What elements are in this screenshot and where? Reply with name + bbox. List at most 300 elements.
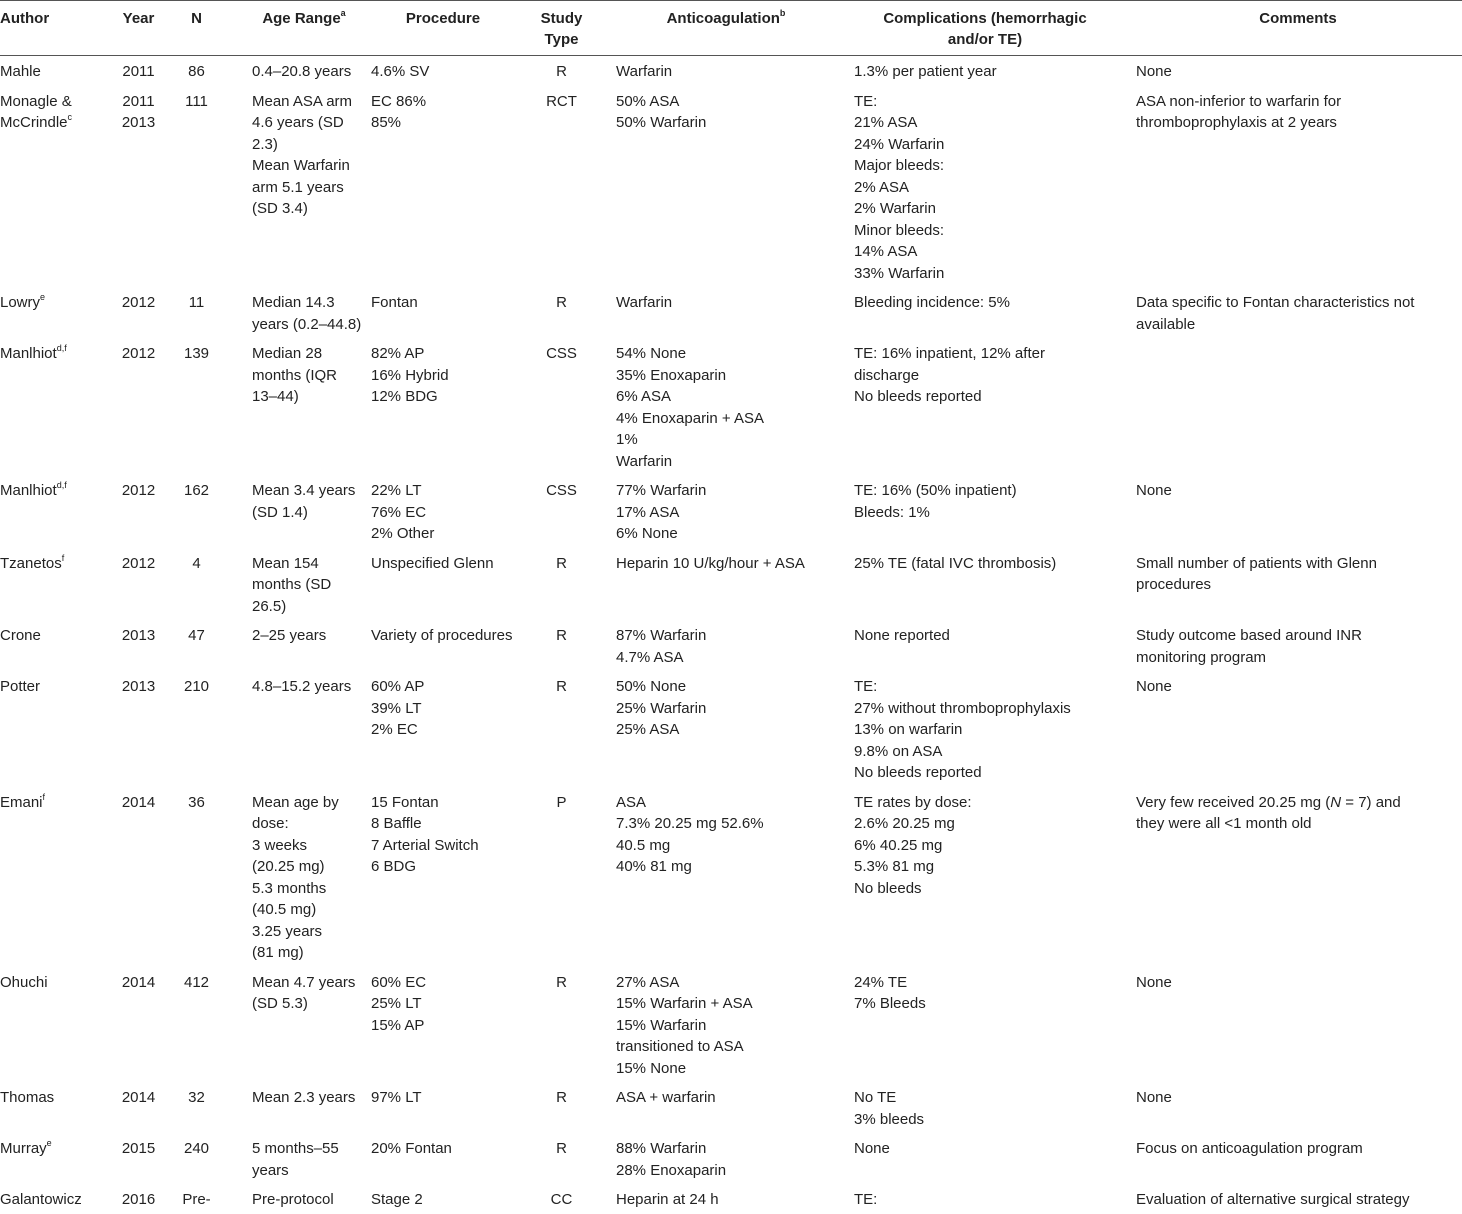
cell-author (0, 967, 121, 1083)
cell-line: 2016 (121, 1191, 156, 1208)
cell-line: Median 14.3 (252, 294, 335, 311)
cell-line: 2014 (121, 793, 156, 811)
table-row (0, 548, 1462, 621)
cell-line: Very few received 20.25 mg (N = 7) and (1136, 793, 1401, 811)
cell-n (156, 787, 237, 967)
cell-line: 2013 (121, 678, 156, 695)
cell-line: Variety of procedures (371, 627, 513, 644)
cell-comments (1126, 56, 1462, 86)
cell-line: 162 (183, 482, 210, 499)
header-label: Procedure (405, 10, 481, 27)
cell-line: TE: (854, 678, 878, 695)
cell-line: Focus on anticoagulation program (1136, 1140, 1363, 1157)
cell-anticoag (608, 967, 844, 1083)
table-row (0, 475, 1462, 548)
author-name: Lowry$^e$ (0, 292, 46, 311)
cell-line: None (1136, 63, 1172, 80)
cell-line: months (SD (252, 576, 332, 593)
cell-author (0, 620, 121, 671)
cell-line: 2% EC (371, 721, 418, 738)
cell-line: 111 (185, 92, 208, 110)
cell-line: 2% ASA (854, 178, 910, 196)
cell-line: (81 mg) (252, 944, 304, 961)
cell-complications (844, 86, 1126, 288)
cell-line: ASA + warfarin (616, 1089, 716, 1106)
column-header-year (121, 1, 156, 56)
author-name: Monagle & (0, 92, 72, 110)
cell-line: R (556, 1140, 567, 1157)
cell-line: 15% Warfarin + ASA (616, 995, 753, 1012)
cell-anticoag (608, 1082, 844, 1133)
cell-age (237, 56, 371, 86)
cell-line: 40% 81 mg (616, 858, 692, 875)
cell-anticoag (608, 287, 844, 338)
cell-line: 39% LT (371, 699, 422, 717)
cell-line: Mean age by (252, 793, 339, 811)
cell-type (515, 338, 608, 475)
cell-line: 4.6 years (SD (252, 114, 344, 131)
cell-n (156, 1184, 237, 1214)
author-name: Potter (0, 678, 41, 695)
cell-line: 4 (192, 554, 201, 572)
cell-line: 22% LT (371, 482, 422, 499)
cell-procedure (371, 475, 515, 548)
cell-line: 2013 (121, 627, 156, 644)
cell-line: 2012 (121, 294, 156, 311)
cell-line: 6% 40.25 mg (854, 836, 943, 854)
cell-line: CSS (546, 482, 577, 499)
table-row (0, 967, 1462, 1083)
cell-line: (SD 5.3) (252, 995, 308, 1012)
footnote-marker: d,f (56, 480, 67, 490)
cell-line: Mean 4.7 years (252, 973, 356, 991)
author-name: Galantowicz (0, 1191, 82, 1208)
cell-age (237, 475, 371, 548)
cell-line: R (556, 294, 567, 311)
cell-line: 24% TE (854, 973, 908, 991)
header-label: N (191, 10, 202, 27)
cell-type (515, 1082, 608, 1133)
cell-line: R (556, 678, 567, 695)
cell-age (237, 620, 371, 671)
cell-line: None reported (854, 627, 950, 644)
cell-line: None (1136, 482, 1172, 499)
cell-anticoag (608, 1184, 844, 1214)
cell-line: Study outcome based around INR (1136, 627, 1362, 644)
cell-line: 60% EC (371, 973, 427, 991)
cell-age (237, 671, 371, 787)
table-body (0, 56, 1462, 1214)
cell-line: 13–44) (252, 388, 299, 405)
footnote-marker: c (67, 112, 73, 122)
footnote-marker: e (40, 292, 46, 302)
cell-procedure (371, 338, 515, 475)
cell-line: Warfarin (616, 294, 673, 311)
cell-line: (SD 1.4) (252, 503, 308, 521)
cell-line: No bleeds reported (854, 388, 982, 405)
cell-procedure (371, 967, 515, 1083)
cell-anticoag (608, 548, 844, 621)
cell-line: Unspecified Glenn (371, 554, 494, 572)
cell-line: 77% Warfarin (616, 482, 707, 499)
cell-year (121, 1082, 156, 1133)
cell-year (121, 56, 156, 86)
cell-line: 1.3% per patient year (854, 63, 997, 80)
column-header-anticoag (608, 1, 844, 56)
cell-line: 33% Warfarin (854, 264, 945, 282)
column-header-author (0, 1, 121, 56)
cell-procedure (371, 548, 515, 621)
cell-line: Warfarin (616, 452, 673, 470)
cell-age (237, 338, 371, 475)
cell-anticoag (608, 1133, 844, 1184)
cell-line: 3 weeks (252, 836, 308, 854)
cell-line: years (0.2–44.8) (252, 315, 362, 333)
cell-line: 47 (188, 627, 205, 644)
cell-line: Median 28 (252, 345, 323, 362)
cell-line: ASA non-inferior to warfarin for (1136, 92, 1342, 110)
cell-line: 3.25 years (252, 922, 323, 940)
cell-line: 2.3) (252, 135, 278, 153)
cell-line: TE rates by dose: (854, 793, 972, 811)
cell-line: 50% Warfarin (616, 114, 707, 131)
header-row (0, 1, 1462, 56)
cell-line: None (1136, 678, 1172, 695)
cell-procedure (371, 787, 515, 967)
cell-complications (844, 967, 1126, 1083)
cell-type (515, 1184, 608, 1214)
cell-line: 21% ASA (854, 114, 918, 131)
cell-anticoag (608, 475, 844, 548)
cell-line: Evaluation of alternative surgical strategy (1136, 1191, 1410, 1208)
cell-comments (1126, 1184, 1462, 1214)
cell-line: Fontan (371, 294, 418, 311)
cell-line: Mean ASA arm (252, 92, 353, 110)
cell-line: 2014 (121, 1089, 156, 1106)
cell-line: 139 (183, 345, 210, 362)
cell-anticoag (608, 86, 844, 288)
cell-line: TE: 16% (50% inpatient) (854, 482, 1017, 499)
cell-line: 7.3% 20.25 mg 52.6% (616, 815, 764, 832)
cell-line: 25% ASA (616, 721, 680, 738)
cell-complications (844, 671, 1126, 787)
cell-age (237, 1184, 371, 1214)
table-row (0, 287, 1462, 338)
cell-n (156, 967, 237, 1083)
cell-age (237, 548, 371, 621)
cell-line: transitioned to ASA (616, 1038, 744, 1055)
cell-line: Mean 3.4 years (252, 482, 356, 499)
cell-comments (1126, 1082, 1462, 1133)
author-name: Crone (0, 627, 41, 644)
cell-type (515, 1133, 608, 1184)
cell-n (156, 86, 237, 288)
cell-year (121, 967, 156, 1083)
table-row (0, 620, 1462, 671)
cell-line: 88% Warfarin (616, 1140, 707, 1157)
cell-year (121, 671, 156, 787)
cell-line: 2014 (121, 973, 156, 991)
header-label: Complications (hemorrhagic (883, 10, 1087, 27)
header-label: Author (0, 10, 50, 27)
cell-year (121, 475, 156, 548)
cell-line: 6 BDG (371, 858, 417, 875)
cell-complications (844, 287, 1126, 338)
cell-year (121, 86, 156, 288)
cell-line: R (556, 554, 567, 572)
cell-procedure (371, 620, 515, 671)
cell-line: 15% None (616, 1059, 687, 1077)
cell-line: 2012 (121, 554, 156, 572)
cell-line: RCT (546, 92, 577, 110)
cell-line: 2012 (121, 482, 156, 499)
cell-line: 50% None (616, 678, 687, 695)
table-header (0, 1, 1462, 56)
cell-complications (844, 1184, 1126, 1214)
cell-line: 2.6% 20.25 mg (854, 815, 955, 832)
cell-line: CC (550, 1191, 573, 1208)
cell-n (156, 287, 237, 338)
cell-line: None (1136, 973, 1172, 991)
cell-line: 5 months–55 (252, 1140, 339, 1157)
cell-line: ASA (616, 793, 647, 811)
table-row (0, 1082, 1462, 1133)
cell-line: 16% Hybrid (371, 366, 449, 384)
cell-anticoag (608, 787, 844, 967)
cell-line: TE: (854, 1191, 878, 1208)
cell-author (0, 86, 121, 288)
cell-n (156, 620, 237, 671)
cell-line: 8 Baffle (371, 815, 422, 832)
cell-line: Small number of patients with Glenn (1136, 554, 1377, 572)
cell-procedure (371, 56, 515, 86)
cell-line: 7% Bleeds (854, 995, 926, 1012)
cell-comments (1126, 548, 1462, 621)
header-label: Anticoagulation$^b$ (666, 8, 786, 27)
cell-n (156, 1082, 237, 1133)
cell-type (515, 548, 608, 621)
cell-procedure (371, 671, 515, 787)
cell-age (237, 86, 371, 288)
cell-line: 2015 (121, 1140, 156, 1157)
cell-line: R (556, 627, 567, 644)
cell-line: arm 5.1 years (252, 178, 344, 196)
cell-line: 5.3% 81 mg (854, 858, 935, 875)
author-name: Ohuchi (0, 973, 48, 991)
cell-complications (844, 475, 1126, 548)
cell-line: 15% Warfarin (616, 1016, 707, 1034)
cell-line: 28% Enoxaparin (616, 1161, 727, 1179)
cell-line: TE: (854, 92, 878, 110)
cell-comments (1126, 338, 1462, 475)
cell-line: 25% LT (371, 995, 422, 1012)
author-name: McCrindle$^c$ (0, 112, 73, 131)
footnote-marker: e (46, 1138, 52, 1148)
cell-type (515, 475, 608, 548)
cell-line: 4% Enoxaparin + ASA (616, 409, 765, 427)
cell-line: 2–25 years (252, 627, 327, 644)
cell-type (515, 56, 608, 86)
cell-type (515, 287, 608, 338)
cell-line: 40.5 mg (616, 836, 671, 854)
cell-line: Heparin at 24 h (616, 1191, 719, 1208)
cell-year (121, 1133, 156, 1184)
header-label: Comments (1259, 10, 1337, 27)
cell-n (156, 475, 237, 548)
cell-line: 6% None (616, 525, 678, 542)
cell-author (0, 1082, 121, 1133)
cell-complications (844, 620, 1126, 671)
cell-line: 60% AP (371, 678, 425, 695)
cell-line: EC 86% (371, 92, 427, 110)
cell-line: 82% AP (371, 345, 425, 362)
cell-line: 87% Warfarin (616, 627, 707, 644)
cell-anticoag (608, 671, 844, 787)
cell-comments (1126, 1133, 1462, 1184)
cell-line: dose: (252, 815, 289, 832)
author-name: Emani$^f$ (0, 791, 46, 811)
cell-line: monitoring program (1136, 648, 1267, 666)
cell-line: 240 (183, 1140, 210, 1157)
author-name: Mahle (0, 63, 41, 80)
cell-n (156, 1133, 237, 1184)
column-header-n (156, 1, 237, 56)
cell-age (237, 1082, 371, 1133)
cell-age (237, 1133, 371, 1184)
cell-line: 2% Warfarin (854, 200, 936, 217)
cell-line: 0.4–20.8 years (252, 63, 352, 80)
table-row (0, 86, 1462, 288)
cell-year (121, 620, 156, 671)
cell-line: CSS (546, 345, 577, 362)
cell-type (515, 671, 608, 787)
cell-complications (844, 1133, 1126, 1184)
cell-author (0, 787, 121, 967)
column-header-procedure (371, 1, 515, 56)
cell-line: 2011 (122, 92, 155, 110)
cell-comments (1126, 86, 1462, 288)
cell-line: 17% ASA (616, 503, 680, 521)
header-label: Age Range$^a$ (262, 8, 346, 27)
cell-author (0, 287, 121, 338)
cell-comments (1126, 475, 1462, 548)
cell-age (237, 287, 371, 338)
cell-line: Pre- (182, 1191, 211, 1208)
header-label: Year (122, 10, 155, 27)
cell-type (515, 86, 608, 288)
cell-line: 5.3 months (252, 879, 327, 897)
cell-line: 11 (188, 294, 205, 311)
cell-line: Warfarin (616, 63, 673, 80)
cell-line: 27% ASA (616, 973, 680, 991)
cell-line: Mean 154 (252, 554, 319, 572)
cell-line: they were all <1 month old (1136, 815, 1312, 832)
cell-line: 13% on warfarin (854, 721, 963, 738)
cell-author (0, 56, 121, 86)
cell-procedure (371, 1082, 515, 1133)
cell-line: Bleeds: 1% (854, 503, 930, 521)
cell-line: thromboprophylaxis at 2 years (1136, 114, 1337, 131)
cell-procedure (371, 287, 515, 338)
cell-line: 2012 (121, 345, 156, 362)
cell-line: 32 (188, 1089, 205, 1106)
cell-year (121, 1184, 156, 1214)
cell-comments (1126, 620, 1462, 671)
cell-line: years (252, 1161, 289, 1179)
cell-line: Minor bleeds: (854, 221, 945, 239)
cell-line: TE: 16% inpatient, 12% after (854, 345, 1045, 362)
table-row (0, 56, 1462, 86)
cell-line: 4.7% ASA (616, 648, 684, 666)
author-name: Thomas (0, 1089, 55, 1106)
table-row (0, 787, 1462, 967)
cell-line: 4.6% SV (371, 63, 430, 80)
cell-line: 3% bleeds (854, 1110, 925, 1128)
cell-line: 36 (188, 793, 205, 811)
cell-line: available (1136, 315, 1196, 333)
cell-line: None (854, 1140, 890, 1157)
cell-line: 4.8–15.2 years (252, 678, 352, 695)
cell-author (0, 338, 121, 475)
cell-line: No bleeds reported (854, 764, 982, 781)
cell-type (515, 967, 608, 1083)
cell-line: 20% Fontan (371, 1140, 452, 1157)
cell-author (0, 1133, 121, 1184)
cell-line: 85% (371, 114, 402, 131)
cell-complications (844, 338, 1126, 475)
cell-line: (20.25 mg) (252, 858, 325, 875)
cell-year (121, 787, 156, 967)
footnote-marker: a (340, 8, 346, 18)
cell-line: procedures (1136, 576, 1212, 593)
cell-line: Data specific to Fontan characteristics not (1136, 294, 1415, 311)
cell-line: 25% Warfarin (616, 699, 707, 717)
cell-procedure (371, 86, 515, 288)
cell-line: 27% without thromboprophylaxis (854, 699, 1071, 717)
cell-line: 25% TE (fatal IVC thrombosis) (854, 554, 1057, 572)
cell-line: (SD 3.4) (252, 200, 308, 217)
cell-comments (1126, 787, 1462, 967)
cell-line: Major bleeds: (854, 157, 945, 174)
cell-comments (1126, 967, 1462, 1083)
cell-n (156, 671, 237, 787)
table-row (0, 1133, 1462, 1184)
cell-comments (1126, 671, 1462, 787)
cell-comments (1126, 287, 1462, 338)
cell-line: R (556, 1089, 567, 1106)
cell-line: Heparin 10 U/kg/hour + ASA (616, 554, 805, 572)
cell-line: 12% BDG (371, 388, 438, 405)
cell-line: None (1136, 1089, 1172, 1106)
cell-line: Mean 2.3 years (252, 1089, 356, 1106)
footnote-marker: b (779, 8, 786, 18)
author-name: Manlhiot$^{d,f}$ (0, 480, 67, 499)
cell-line: discharge (854, 366, 920, 384)
table-row (0, 671, 1462, 787)
cell-age (237, 787, 371, 967)
cell-procedure (371, 1184, 515, 1214)
cell-type (515, 787, 608, 967)
column-header-age (237, 1, 371, 56)
cell-line: R (556, 63, 567, 80)
cell-complications (844, 787, 1126, 967)
author-name: Murray$^e$ (0, 1138, 52, 1157)
column-header-complications (844, 1, 1126, 56)
cell-line: 50% ASA (616, 92, 680, 110)
cell-line: 2013 (121, 114, 156, 131)
cell-line: Mean Warfarin (252, 157, 350, 174)
cell-line: R (556, 973, 567, 991)
